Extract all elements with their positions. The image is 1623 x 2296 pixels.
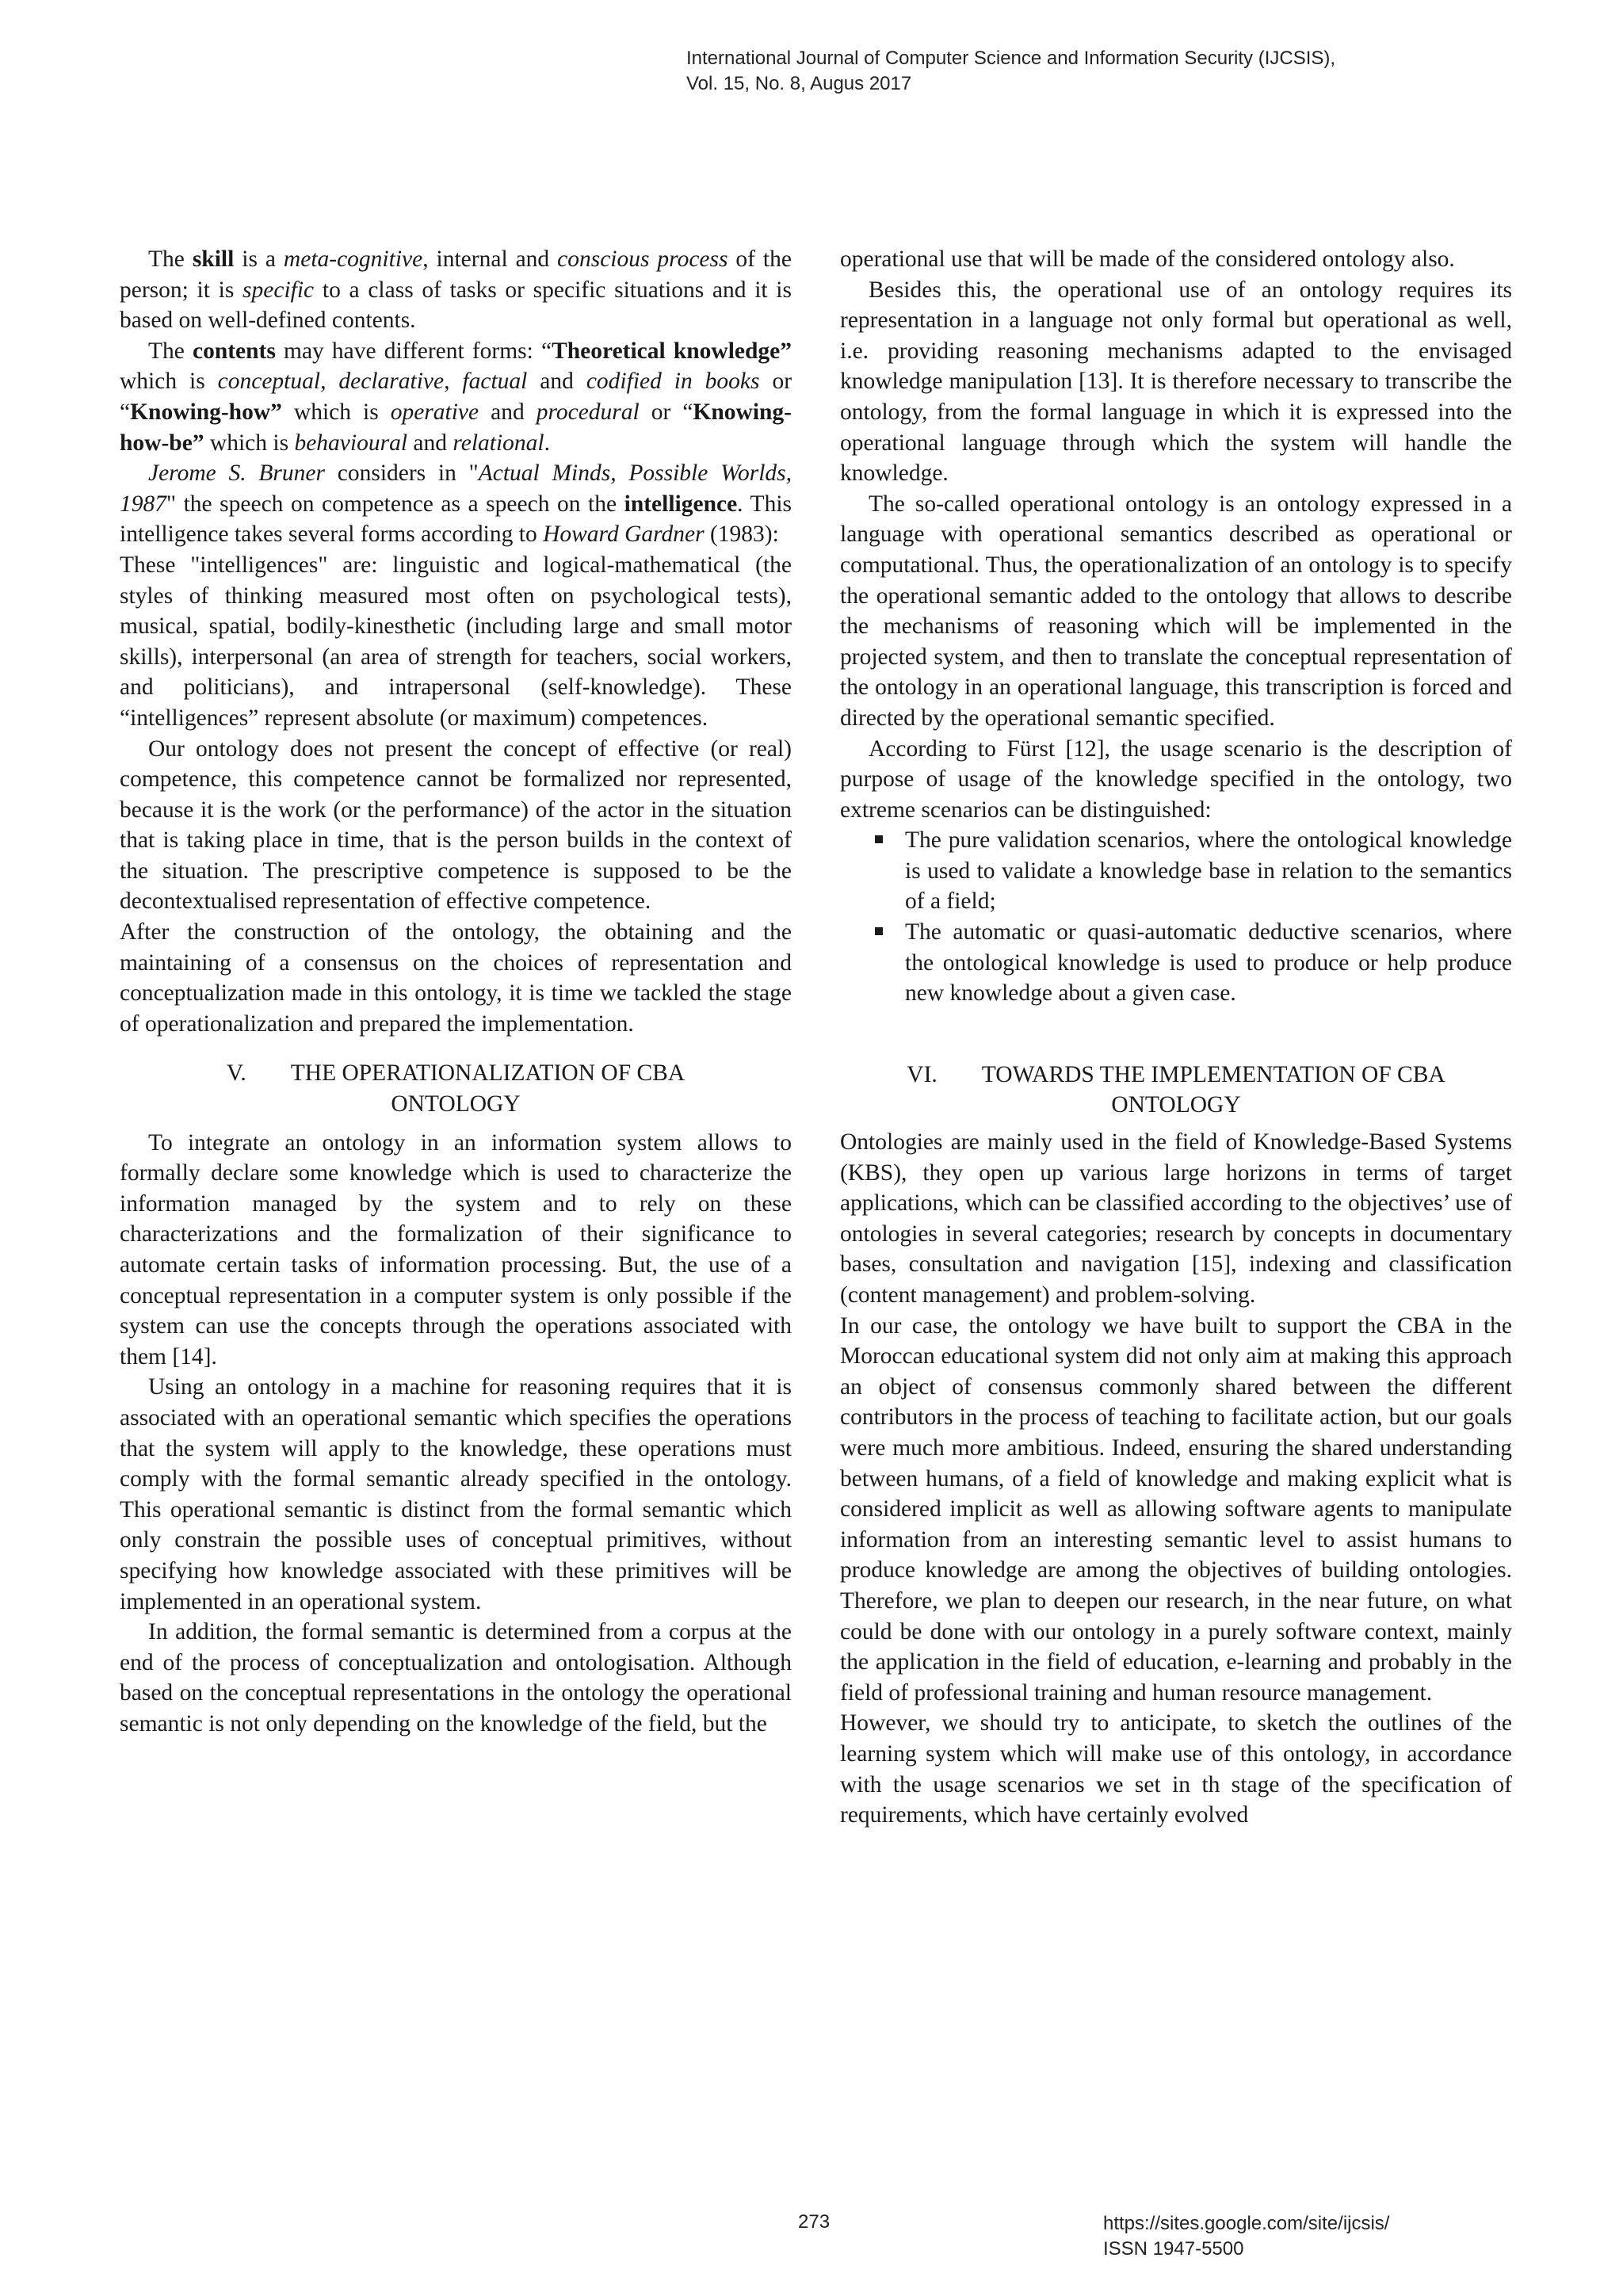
paragraph-operational-use: operational use that will be made of the considered ontology also. — [840, 246, 1455, 272]
paragraph-reasoning: Using an ontology in a machine for reasoning requires that it is associated with an operational semantic which specifies the operations that the system will apply to the knowledge, these operations must comply with the formal semantic already specified in the ontology. This operational semantic is distinct from the formal semantic which only constrain the possible uses of conceptual primitives, without specifying how knowledge associated with these primitives will be implemented in an operational system. — [120, 1374, 792, 1614]
scenario-list — [840, 825, 1512, 1009]
footer-info — [1103, 2211, 1389, 2262]
list-item: The pure validation scenarios, where the ontological knowledge is used to validate a knowledge base in relation to the semantics of a field; — [840, 825, 1512, 917]
paragraph-after-construction: After the construction of the ontology, the obtaining and the maintaining of a consensus on the choices of representation and conceptualization made in this ontology, it is time we tackled the stage of operationalization and prepared the implementation. — [120, 919, 792, 1037]
journal-volume: Vol. 15, No. 8, Augus 2017 — [686, 73, 912, 94]
journal-url: https://sites.google.com/site/ijcsis/ — [1103, 2213, 1390, 2234]
paragraph-furst: According to Fürst [12], the usage scenario is the description of purpose of usage of the knowledge specified in the ontology, two extreme scenarios can be distinguished: — [840, 735, 1512, 823]
journal-header — [686, 46, 1335, 97]
paragraph-contents: The contents may have different forms: “Theoretical knowledge” which is conceptual, declarative, factual and codified in books or “Knowing-how” which is operative and procedural or “Knowing-how-be” which is behavioural and relational. — [120, 338, 792, 456]
paragraph-bruner: Jerome S. Bruner considers in "Actual Minds, Possible Worlds, 1987" the speech on competence as a speech on the intelligence. This intelligence takes several forms according to Howard Gardner (1983): — [120, 460, 792, 548]
paragraph-kbs: Ontologies are mainly used in the field of Knowledge-Based Systems (KBS), they open up various large horizons in terms of target applications, which can be classified according to the objectives’ use of ontologies in several categories; research by concepts in documentary bases, consultation and navigation [15], indexing and classification (content management) and problem-solving. — [840, 1129, 1512, 1308]
paragraph-effective-competence: Our ontology does not present the concept of effective (or real) competence, this competence cannot be formalized nor represented, because it is the work (or the performance) of the actor in the situation that is taking place in time, that is the person builds in the context of the situation. The prescriptive competence is supposed to be the decontextualised representation of effective competence. — [120, 735, 792, 915]
section-heading-v: V. THE OPERATIONALIZATION OF CBA ONTOLOGY — [226, 1060, 685, 1117]
paragraph-intelligences: These "intelligences" are: linguistic and logical-mathematical (the styles of thinking measured most often on psychological tests), musical, spatial, bodily-kinesthetic (including large and small motor skills), interpersonal (an area of strength for teachers, social workers, and politicians), and intrapersonal (self-knowledge). These “intelligences” represent absolute (or maximum) competences. — [120, 552, 792, 731]
paragraph-besides: Besides this, the operational use of an ontology requires its representation in a language not only formal but operational as well, i.e. providing reasoning mechanisms adapted to the envisaged knowledge manipulation [13]. It is therefore necessary to transcribe the ontology, from the formal language in which it is expressed into the operational language through which the system will handle the knowledge. — [840, 277, 1512, 487]
journal-name: International Journal of Computer Science and Information Security (IJCSIS), — [686, 48, 1336, 69]
paragraph-operational-ontology: The so-called operational ontology is an ontology expressed in a language with operational semantics described as operational or computational. Thus, the operationalization of an ontology is to specify the operational semantic added to the ontology that allows to describe the mechanisms of reasoning which will be implemented in the projected system, and then to translate the conceptual representation of the ontology in an operational language, this transcription is forced and directed by the operational semantic specified. — [840, 491, 1512, 731]
page-number: 273 — [798, 2211, 831, 2233]
paragraph-formal-semantic: In addition, the formal semantic is determined from a corpus at the end of the process of conceptualization and ontologisation. Although based on the conceptual representations in the ontology the operational semantic is not only depending on the knowledge of the field, but the — [120, 1619, 792, 1736]
paragraph-our-case: In our case, the ontology we have built to support the CBA in the Moroccan educational system did not only aim at making this approach an object of consensus commonly shared between the different contributors in the process of teaching to facilitate action, but our goals were much more ambitious. Indeed, ensuring the shared understanding between humans, of a field of knowledge and making explicit what is considered implicit as well as allowing software agents to manipulate information from an interesting semantic level to assist humans to produce knowledge are among the objectives of building ontologies. Therefore, we plan to deepen our research, in the near future, on what could be done with our ontology in a purely software context, mainly the application in the field of education, e-learning and probably in the field of professional training and human resource management. — [840, 1312, 1512, 1706]
right-column — [840, 244, 1512, 1831]
issn: ISSN 1947-5500 — [1103, 2238, 1244, 2260]
left-column — [120, 244, 792, 1740]
paragraph-integrate-ontology: To integrate an ontology in an information system allows to formally declare some knowledge which is used to characterize the information managed by the system and to rely on these characterizations and the formalization of their significance to automate certain tasks of information processing. But, the use of a conceptual representation in a computer system is only possible if the system can use the concepts through the operations associated with them [14]. — [120, 1129, 792, 1370]
section-heading-vi: VI. TOWARDS THE IMPLEMENTATION OF CBA ONTOLOGY — [907, 1061, 1445, 1118]
paragraph-skill: The skill is a meta-cognitive, internal and conscious process of the person; it is specific to a class of tasks or specific situations and it is based on well-defined contents. — [120, 246, 792, 334]
list-item: The automatic or quasi-automatic deductive scenarios, where the ontological knowledge is used to produce or help produce new knowledge about a given case. — [840, 917, 1512, 1009]
paragraph-anticipate: However, we should try to anticipate, to sketch the outlines of the learning system which will make use of this ontology, in accordance with the usage scenarios we set in th stage of the specification of requirements, which have certainly evolved — [840, 1710, 1512, 1828]
